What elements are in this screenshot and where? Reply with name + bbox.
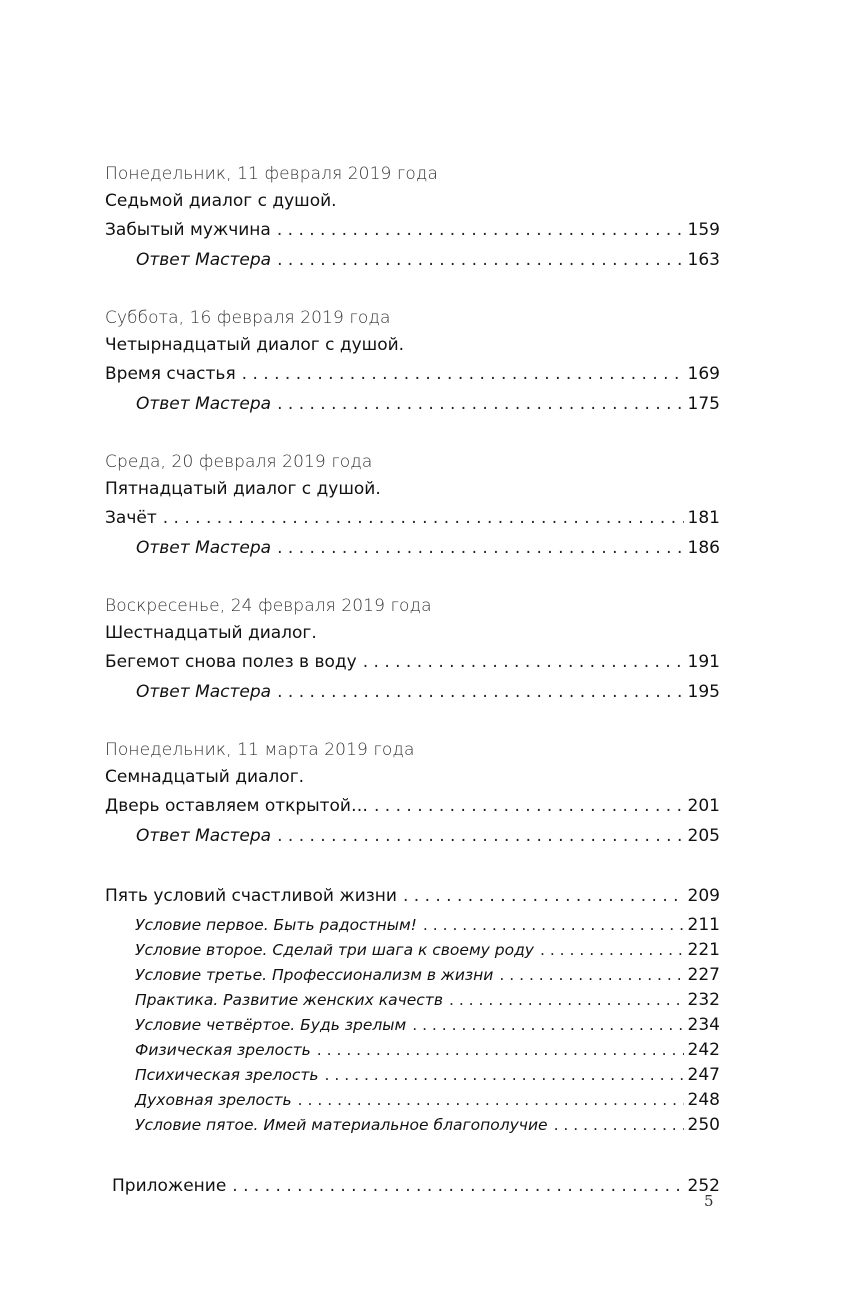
entry-label: Бегемот снова полез в воду (105, 652, 357, 672)
toc-section (105, 737, 720, 851)
section-heading: Семнадцатый диалог. (105, 767, 305, 787)
entry-page: 232 (687, 990, 720, 1010)
leader-dots (423, 913, 684, 938)
toc-entry-master-answer[interactable] (105, 677, 720, 707)
entry-page: 175 (687, 394, 720, 414)
entry-label: Условие первое. Быть радостным! (135, 916, 417, 934)
entry-label: Условие третье. Профессионализм в жизни (135, 966, 494, 984)
entry-label: Духовная зрелость (135, 1091, 292, 1109)
section-date: Понедельник, 11 марта 2019 года (105, 740, 415, 760)
entry-label: Ответ Мастера (136, 826, 272, 846)
leader-dots (403, 881, 684, 911)
toc-section (105, 593, 720, 707)
table-of-contents (105, 161, 720, 1201)
page-number: 5 (704, 1192, 714, 1210)
toc-entry[interactable] (105, 647, 720, 677)
toc-entry-master-answer[interactable] (105, 533, 720, 563)
entry-label: Забытый мужчина (105, 220, 271, 240)
toc-entry[interactable] (105, 359, 720, 389)
leader-dots (277, 821, 683, 851)
leader-dots (363, 647, 684, 677)
toc-subentry[interactable] (105, 913, 720, 938)
toc-subentry[interactable] (105, 1038, 720, 1063)
entry-page: 163 (687, 250, 720, 270)
entry-page: 195 (687, 682, 720, 702)
toc-entry[interactable] (105, 215, 720, 245)
section-date: Понедельник, 11 февраля 2019 года (105, 164, 438, 184)
section-date: Среда, 20 февраля 2019 года (105, 452, 373, 472)
entry-label: Ответ Мастера (136, 250, 272, 270)
leader-dots (277, 677, 683, 707)
entry-label: Ответ Мастера (136, 394, 272, 414)
toc-entry-master-answer[interactable] (105, 821, 720, 851)
entry-page: 186 (687, 538, 720, 558)
section-heading: Шестнадцатый диалог. (105, 623, 317, 643)
entry-label: Условие второе. Сделай три шага к своему роду (135, 941, 534, 959)
section-heading: Четырнадцатый диалог с душой. (105, 335, 405, 355)
entry-page: 252 (687, 1176, 720, 1196)
leader-dots (540, 938, 684, 963)
leader-dots (412, 1013, 683, 1038)
section-heading: Пятнадцатый диалог с душой. (105, 479, 381, 499)
entry-page: 159 (687, 220, 720, 240)
leader-dots (232, 1171, 683, 1201)
toc-entry-master-answer[interactable] (105, 245, 720, 275)
entry-page: 248 (687, 1090, 720, 1110)
entry-label: Психическая зрелость (135, 1066, 319, 1084)
leader-dots (499, 963, 683, 988)
entry-page: 191 (687, 652, 720, 672)
toc-section (105, 161, 720, 275)
section-date: Воскресенье, 24 февраля 2019 года (105, 596, 432, 616)
entry-label: Приложение (112, 1176, 227, 1196)
leader-dots (163, 503, 684, 533)
leader-dots (374, 791, 684, 821)
entry-label: Время счастья (105, 364, 236, 384)
leader-dots (277, 245, 683, 275)
toc-subentry[interactable] (105, 1113, 720, 1138)
toc-subentry[interactable] (105, 988, 720, 1013)
entry-label: Пять условий счастливой жизни (105, 886, 397, 906)
entry-label: Ответ Мастера (136, 682, 272, 702)
leader-dots (554, 1113, 684, 1138)
toc-subentry[interactable] (105, 963, 720, 988)
entry-page: 227 (687, 965, 720, 985)
toc-entry[interactable] (105, 791, 720, 821)
entry-label: Физическая зрелость (135, 1041, 311, 1059)
entry-page: 209 (687, 886, 720, 906)
entry-page: 169 (687, 364, 720, 384)
toc-entry-conditions-title[interactable] (105, 881, 720, 911)
toc-subentry[interactable] (105, 938, 720, 963)
leader-dots (277, 533, 683, 563)
section-heading: Седьмой диалог с душой. (105, 191, 337, 211)
toc-entry-appendix[interactable] (105, 1171, 720, 1201)
entry-label: Условие пятое. Имей материальное благополучие (135, 1116, 548, 1134)
entry-page: 234 (687, 1015, 720, 1035)
toc-subentry[interactable] (105, 1088, 720, 1113)
toc-section (105, 449, 720, 563)
entry-page: 250 (687, 1115, 720, 1135)
entry-label: Практика. Развитие женских качеств (135, 991, 443, 1009)
leader-dots (449, 988, 684, 1013)
leader-dots (325, 1063, 684, 1088)
toc-section (105, 305, 720, 419)
entry-page: 211 (687, 915, 720, 935)
toc-subentry[interactable] (105, 1063, 720, 1088)
leader-dots (298, 1088, 684, 1113)
toc-entry-master-answer[interactable] (105, 389, 720, 419)
toc-entry[interactable] (105, 503, 720, 533)
entry-page: 181 (687, 508, 720, 528)
leader-dots (277, 215, 684, 245)
entry-page: 205 (687, 826, 720, 846)
entry-label: Условие четвёртое. Будь зрелым (135, 1016, 407, 1034)
leader-dots (242, 359, 684, 389)
entry-label: Зачёт (105, 508, 157, 528)
leader-dots (277, 389, 683, 419)
leader-dots (317, 1038, 684, 1063)
toc-subentry[interactable] (105, 1013, 720, 1038)
entry-label: Ответ Мастера (136, 538, 272, 558)
entry-page: 221 (687, 940, 720, 960)
entry-page: 242 (687, 1040, 720, 1060)
entry-page: 247 (687, 1065, 720, 1085)
section-date: Суббота, 16 февраля 2019 года (105, 308, 391, 328)
entry-page: 201 (687, 796, 720, 816)
toc-section-conditions (105, 881, 720, 1138)
entry-label: Дверь оставляем открытой… (105, 796, 368, 816)
